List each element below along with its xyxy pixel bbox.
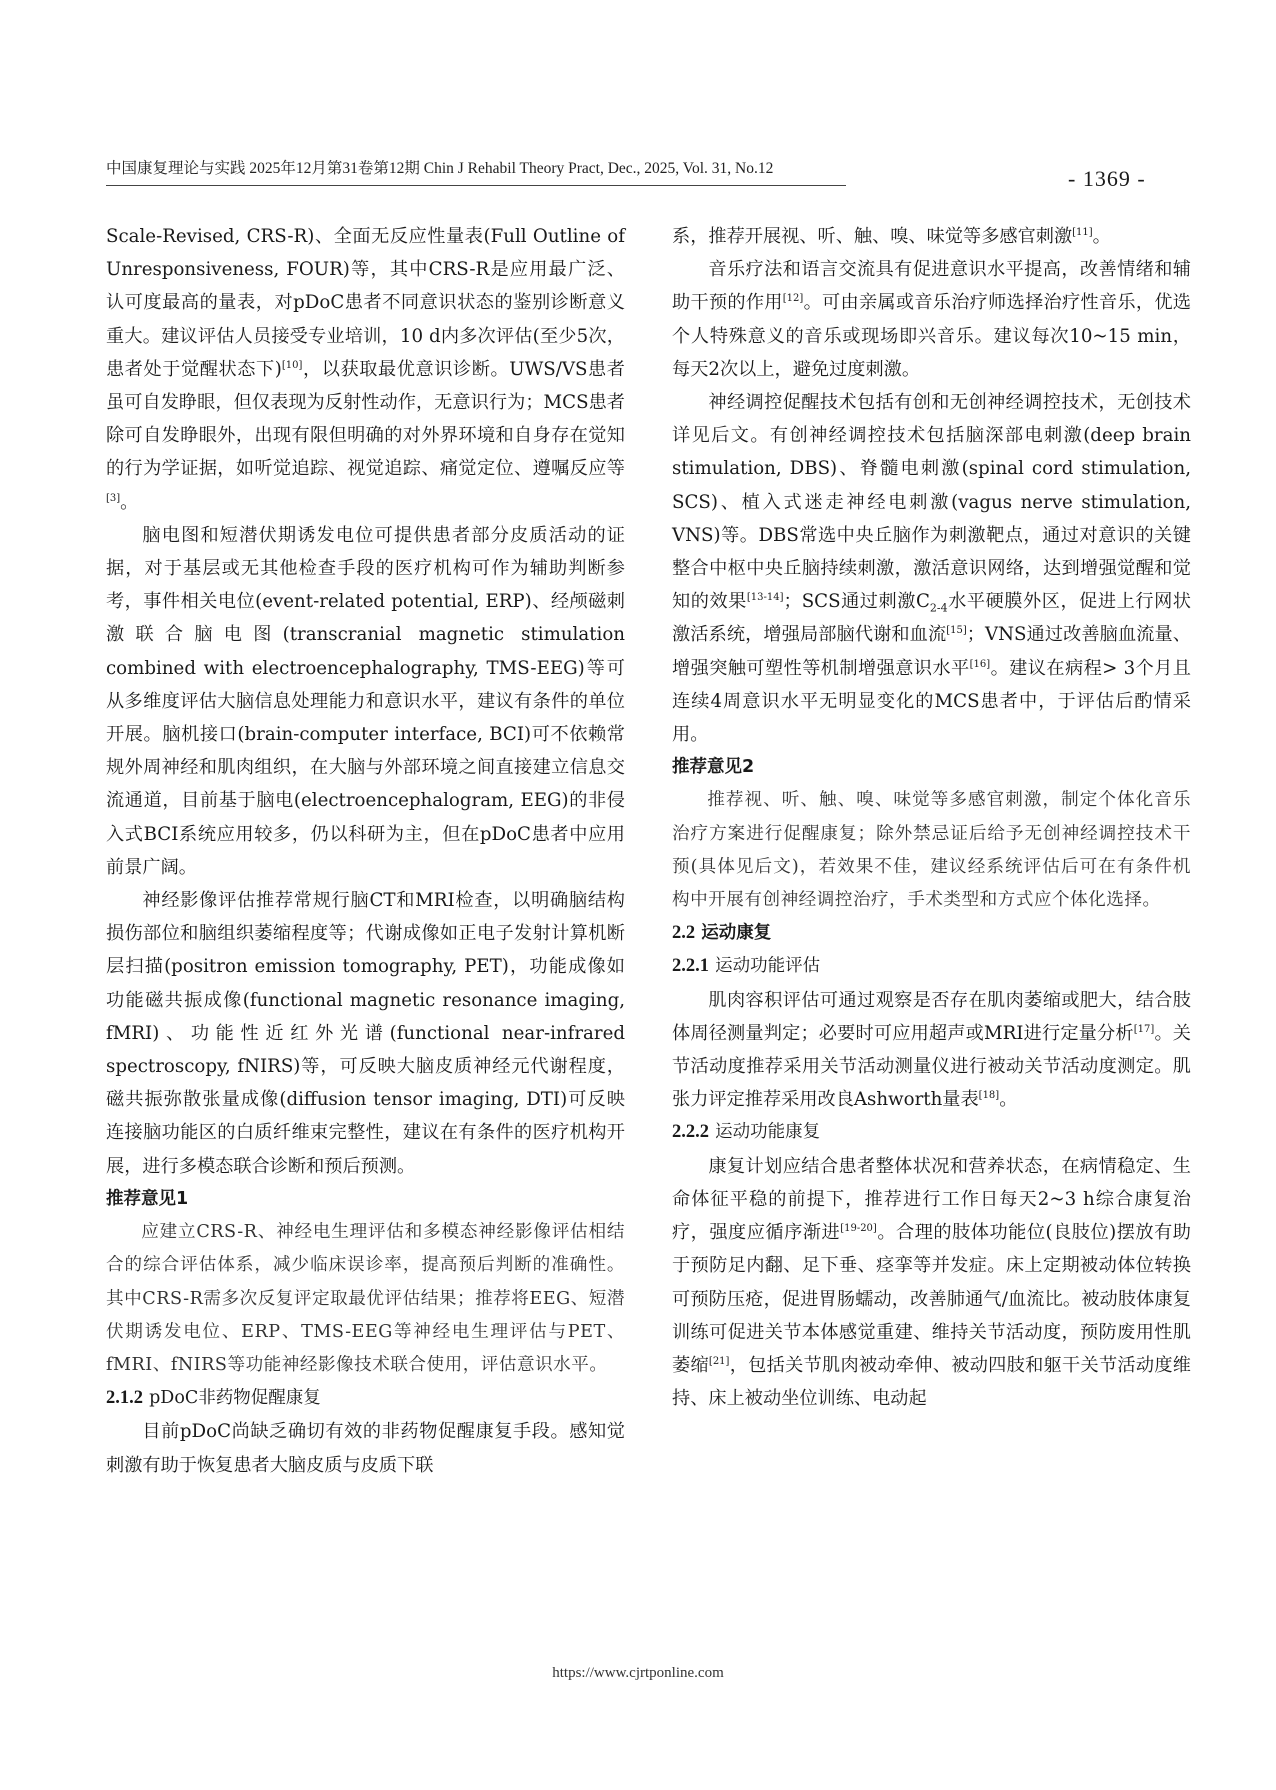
running-header: 中国康复理论与实践 2025年12月第31卷第12期 Chin J Rehabil Theory Pract, Dec., 2025, Vol. 31, No.12 bbox=[106, 160, 774, 177]
citation: [18] bbox=[978, 1090, 1000, 1102]
paragraph-motor-rehab: 康复计划应结合患者整体状况和营养状态，在病情稳定、生命体征平稳的前提下，推荐进行工作日每天2~3 h综合康复治疗，强度应循序渐进[19-20]。合理的肢体功能位(良肢位)摆放有助于预防足内翻、足下垂、痉挛等并发症。床上定期被动体位转换可预防压疮，促进胃肠蠕动，改善肺通气/血流比。被动肢体康复训练可促进关节本体感觉重建、维持关节活动度，预防废用性肌萎缩[21]，包括关节肌肉被动牵伸、被动四肢和躯干关节活动度维持、床上被动坐位训练、电动起 bbox=[672, 1155, 1191, 1410]
citation: [10] bbox=[281, 359, 303, 371]
footer-url: https://www.cjrtponline.com bbox=[552, 1665, 724, 1681]
paragraph-eeg: 脑电图和短潜伏期诱发电位可提供患者部分皮质活动的证据，对于基层或无其他检查手段的医疗机构可作为辅助判断参考，事件相关电位(event-related potential, ERP)、经颅磁刺激联合脑电图(transcranial magnetic stimulation combined with electroencephalography, TMS-EEG)等可从多维度评估大脑信息处理能力和意识水平，建议有条件的单位开展。脑机接口(brain-computer interface, BCI)可不依赖常规外周神经和肌肉组织，在大脑与外部环境之间直接建立信息交流通道，目前基于脑电(electroencephalogram, EEG)的非侵入式BCI系统应用较多，仍以科研为主，但在pDoC患者中应用前景广阔。 bbox=[106, 524, 625, 878]
header-rule bbox=[106, 185, 846, 186]
recommendation-2-heading: 推荐意见2 bbox=[672, 757, 755, 778]
paragraph-motor-assessment: 肌肉容积评估可通过观察是否存在肌肉萎缩或肥大，结合肢体周径测量判定；必要时可应用超声或MRI进行定量分析[17]。关节活动度推荐采用关节活动测量仪进行被动关节活动度测定。肌张力评定推荐采用改良Ashworth量表[18]。 bbox=[672, 989, 1191, 1111]
citation: [21] bbox=[708, 1355, 730, 1367]
left-column bbox=[106, 220, 625, 1482]
citation: [19-20] bbox=[840, 1223, 877, 1235]
paragraph-neuromodulation: 神经调控促醒技术包括有创和无创神经调控技术，无创技术详见后文。有创神经调控技术包括脑深部电刺激(deep brain stimulation, DBS)、脊髓电刺激(spinal cord stimulation, SCS)、植入式迷走神经电刺激(vagus nerve stimulation, VNS)等。DBS常选中央丘脑作为刺激靶点，通过对意识的关键整合中枢中央丘脑持续刺激，激活意识网络，达到增强觉醒和觉知的效果[13-14]；SCS通过刺激$C_{2-4}$水平硬膜外区，促进上行网状激活系统，增强局部脑代谢和血流[15]；VNS通过改善脑血流量、增强突触可塑性等机制增强意识水平[16]。建议在病程> 3个月且连续4周意识水平无明显变化的MCS患者中，于评估后酌情采用。 bbox=[672, 392, 1191, 746]
section-2-2-1-heading: 2.2.1 运动功能评估 bbox=[672, 956, 821, 977]
paragraph-crs-r: Scale-Revised, CRS-R)、全面无反应性量表(Full Outline of Unresponsiveness, FOUR)等，其中CRS-R是应用最广泛、认可度最高的量表，对pDoC患者不同意识状态的鉴别诊断意义重大。建议评估人员接受专业培训，10 d内多次评估(至少5次，患者处于觉醒状态下)[10]，以获取最优意识诊断。UWS/VS患者虽可自发睁眼，但仅表现为反射性动作，无意识行为；MCS患者除可自发睁眼外，出现有限但明确的对外界环境和自身存在觉知的行为学证据，如听觉追踪、视觉追踪、痛觉定位、遵嘱反应等[3]。 bbox=[106, 226, 625, 513]
section-2-1-2-heading: 2.1.2 pDoC非药物促醒康复 bbox=[106, 1388, 321, 1409]
recommendation-1-text: 应建立CRS-R、神经电生理评估和多模态神经影像评估相结合的综合评估体系，减少临床误诊率，提高预后判断的准确性。其中CRS-R需多次反复评定取最优评估结果；推荐将EEG、短潜伏期诱发电位、ERP、TMS-EEG等神经电生理评估与PET、fMRI、fNIRS等功能神经影像技术联合使用，评估意识水平。 bbox=[106, 1222, 625, 1375]
citation: [12] bbox=[782, 293, 804, 305]
paragraph-nonpharm: 目前pDoC尚缺乏确切有效的非药物促醒康复手段。感知觉刺激有助于恢复患者大脑皮质与皮质下联 bbox=[106, 1421, 625, 1476]
recommendation-1-heading: 推荐意见1 bbox=[106, 1188, 189, 1209]
right-column bbox=[672, 220, 1191, 1415]
citation: [15] bbox=[946, 625, 967, 637]
citation: [17] bbox=[1133, 1023, 1155, 1035]
citation: [13-14] bbox=[746, 592, 784, 604]
paragraph-neuroimaging: 神经影像评估推荐常规行脑CT和MRI检查，以明确脑结构损伤部位和脑组织萎缩程度等；代谢成像如正电子发射计算机断层扫描(positron emission tomography, PET)，功能成像如功能磁共振成像(functional magnetic resonance imaging, fMRI)、功能性近红外光谱(functional near-infrared spectroscopy, fNIRS)等，可反映大脑皮质神经元代谢程度，磁共振弥散张量成像(diffusion tensor imaging, DTI)可反映连接脑功能区的白质纤维束完整性，建议在有条件的医疗机构开展，进行多模态联合诊断和预后预测。 bbox=[106, 890, 625, 1177]
citation: [11] bbox=[1072, 227, 1093, 238]
section-2-2-heading: 2.2 运动康复 bbox=[672, 923, 772, 944]
citation: [16] bbox=[969, 658, 991, 670]
section-2-2-2-heading: 2.2.2 运动功能康复 bbox=[672, 1122, 821, 1143]
recommendation-2-text: 推荐视、听、触、嗅、味觉等多感官刺激，制定个体化音乐治疗方案进行促醒康复；除外禁忌证后给予无创神经调控技术干预(具体见后文)，若效果不佳，建议经系统评估后可在有条件机构中开展有创神经调控治疗，手术类型和方式应个体化选择。 bbox=[672, 790, 1191, 911]
citation: [3] bbox=[106, 492, 121, 504]
page-number: - 1369 - bbox=[1068, 166, 1146, 191]
paragraph-music: 音乐疗法和语言交流具有促进意识水平提高，改善情绪和辅助干预的作用[12]。可由亲属或音乐治疗师选择治疗性音乐，优选个人特殊意义的音乐或现场即兴音乐。建议每次10~15 min，每天2次以上，避免过度刺激。 bbox=[672, 259, 1191, 380]
paragraph-sensory: 系，推荐开展视、听、触、嗅、味觉等多感官刺激[11]。 bbox=[672, 226, 1111, 247]
